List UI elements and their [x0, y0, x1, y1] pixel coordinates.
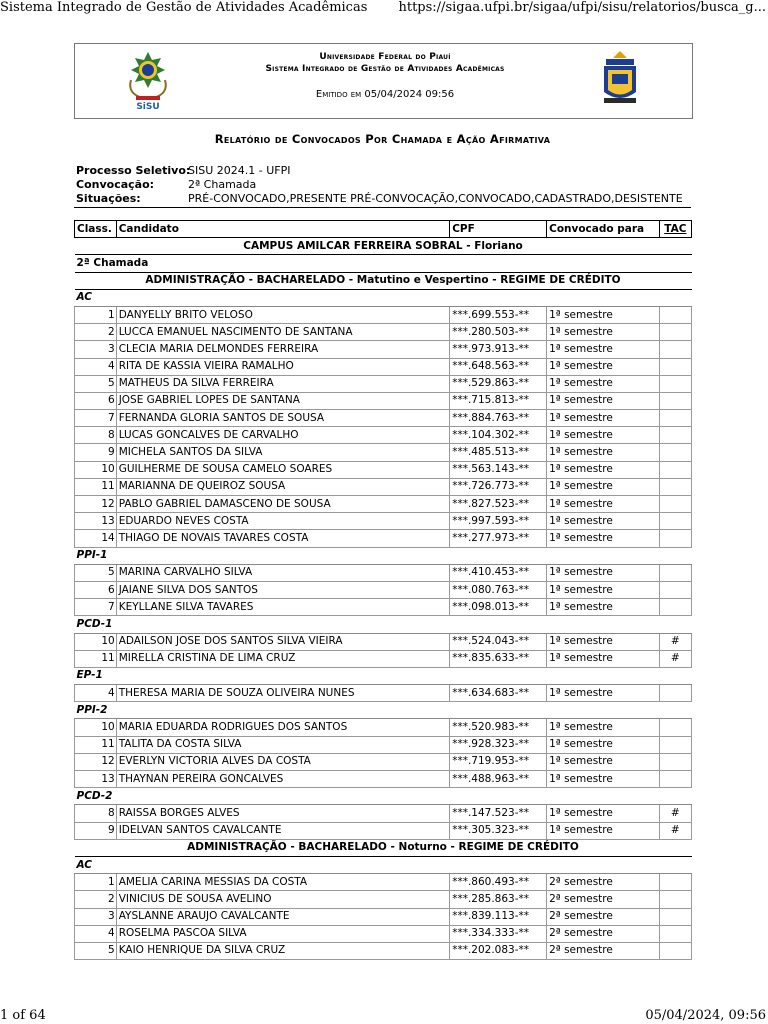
cell-tac: [659, 392, 691, 409]
table-row: [75, 358, 692, 375]
cell-cpf: ***.277.973-**: [450, 530, 547, 547]
cell-class: 7: [75, 599, 117, 616]
cell-class: 11: [75, 736, 117, 753]
cell-class: 13: [75, 771, 117, 788]
cell-tac: [659, 942, 691, 959]
cell-tac: [659, 564, 691, 581]
cell-cpf: ***.997.593-**: [450, 513, 547, 530]
group-name: AC: [75, 856, 692, 873]
cell-cpf: ***.928.323-**: [450, 736, 547, 753]
cell-candidate: DANYELLY BRITO VELOSO: [116, 306, 450, 323]
table-row: [75, 341, 692, 358]
cell-tac: #: [659, 650, 691, 667]
cell-cpf: ***.634.683-**: [450, 685, 547, 702]
cell-convocado: 1ª semestre: [547, 530, 660, 547]
cell-tac: [659, 891, 691, 908]
cell-convocado: 2ª semestre: [547, 925, 660, 942]
page-counter: 1 of 64: [0, 1008, 46, 1023]
cell-cpf: ***.202.083-**: [450, 942, 547, 959]
cell-cpf: ***.648.563-**: [450, 358, 547, 375]
cell-tac: [659, 874, 691, 891]
processo-label: Processo Seletivo:: [76, 164, 191, 177]
cell-tac: [659, 908, 691, 925]
cell-tac: [659, 513, 691, 530]
cell-tac: #: [659, 633, 691, 650]
cell-candidate: RITA DE KASSIA VIEIRA RAMALHO: [116, 358, 450, 375]
cell-cpf: ***.104.302-**: [450, 427, 547, 444]
table-row: [75, 324, 692, 341]
course-row: [75, 272, 692, 289]
report-title: Relatório de Convocados Por Chamada e Ação Afirmativa: [214, 132, 551, 146]
cell-candidate: EVERLYN VICTORIA ALVES DA COSTA: [116, 753, 450, 770]
print-datetime: 05/04/2024, 09:56: [645, 1008, 766, 1023]
chamada-label: 2ª Chamada: [75, 255, 692, 272]
cell-tac: [659, 478, 691, 495]
cell-candidate: VINICIUS DE SOUSA AVELINO: [116, 891, 450, 908]
emitted-value: 05/04/2024 09:56: [364, 89, 455, 100]
convocacao-value: 2ª Chamada: [188, 178, 257, 191]
cell-class: 14: [75, 530, 117, 547]
cell-candidate: THAYNAN PEREIRA GONCALVES: [116, 771, 450, 788]
cell-candidate: GUILHERME DE SOUSA CAMELO SOARES: [116, 461, 450, 478]
campus-row: [75, 238, 692, 255]
cell-candidate: AYSLANNE ARAUJO CAVALCANTE: [116, 908, 450, 925]
cell-convocado: 2ª semestre: [547, 942, 660, 959]
table-row: [75, 925, 692, 942]
table-row: [75, 427, 692, 444]
cell-cpf: ***.563.143-**: [450, 461, 547, 478]
cell-convocado: 1ª semestre: [547, 581, 660, 598]
cell-convocado: 2ª semestre: [547, 891, 660, 908]
meta-divider: [74, 207, 691, 208]
group-name: PPI-1: [75, 547, 692, 564]
group-name: PCD-1: [75, 616, 692, 633]
group-name: AC: [75, 289, 692, 306]
cell-candidate: KAIO HENRIQUE DA SILVA CRUZ: [116, 942, 450, 959]
cell-class: 3: [75, 908, 117, 925]
header-candidate: Candidato: [116, 221, 450, 238]
cell-tac: [659, 736, 691, 753]
table-row: [75, 513, 692, 530]
cell-convocado: 1ª semestre: [547, 719, 660, 736]
group-name: PPI-2: [75, 702, 692, 719]
report-header-box: [74, 43, 693, 119]
table-row: [75, 496, 692, 513]
course-name: ADMINISTRAÇÃO - BACHARELADO - Noturno - REGIME DE CRÉDITO: [75, 839, 692, 856]
cell-tac: [659, 375, 691, 392]
cell-cpf: ***.726.773-**: [450, 478, 547, 495]
cell-class: 8: [75, 427, 117, 444]
cell-cpf: ***.860.493-**: [450, 874, 547, 891]
group-row: [75, 702, 692, 719]
header-class: Class.: [75, 221, 117, 238]
table-header-row: [75, 221, 692, 238]
cell-class: 13: [75, 513, 117, 530]
cell-convocado: 1ª semestre: [547, 478, 660, 495]
cell-tac: [659, 496, 691, 513]
table-row: [75, 805, 692, 822]
group-row: [75, 667, 692, 684]
cell-class: 12: [75, 753, 117, 770]
cell-cpf: ***.147.523-**: [450, 805, 547, 822]
cell-class: 9: [75, 822, 117, 839]
header-tac: TAC: [659, 221, 691, 238]
cell-class: 4: [75, 685, 117, 702]
cell-class: 6: [75, 581, 117, 598]
cell-cpf: ***.305.323-**: [450, 822, 547, 839]
table-row: [75, 461, 692, 478]
cell-candidate: RAISSA BORGES ALVES: [116, 805, 450, 822]
cell-class: 1: [75, 874, 117, 891]
cell-candidate: TALITA DA COSTA SILVA: [116, 736, 450, 753]
cell-cpf: ***.529.863-**: [450, 375, 547, 392]
sisu-logo-icon: [123, 50, 173, 110]
table-row: [75, 736, 692, 753]
cell-candidate: THIAGO DE NOVAIS TAVARES COSTA: [116, 530, 450, 547]
cell-convocado: 1ª semestre: [547, 341, 660, 358]
cell-candidate: MATHEUS DA SILVA FERREIRA: [116, 375, 450, 392]
group-row: [75, 547, 692, 564]
cell-candidate: LUCCA EMANUEL NASCIMENTO DE SANTANA: [116, 324, 450, 341]
cell-candidate: PABLO GABRIEL DAMASCENO DE SOUSA: [116, 496, 450, 513]
cell-tac: #: [659, 805, 691, 822]
cell-cpf: ***.080.763-**: [450, 581, 547, 598]
table-row: [75, 392, 692, 409]
cell-cpf: ***.827.523-**: [450, 496, 547, 513]
cell-tac: [659, 358, 691, 375]
cell-class: 4: [75, 925, 117, 942]
group-row: [75, 289, 692, 306]
cell-tac: [659, 530, 691, 547]
table-row: [75, 633, 692, 650]
table-row: [75, 478, 692, 495]
cell-tac: [659, 461, 691, 478]
table-row: [75, 530, 692, 547]
course-name: ADMINISTRAÇÃO - BACHARELADO - Matutino e Vespertino - REGIME DE CRÉDITO: [75, 272, 692, 289]
cell-convocado: 1ª semestre: [547, 461, 660, 478]
university-name: Universidade Federal do Piauí: [319, 52, 451, 62]
course-row: [75, 839, 692, 856]
table-row: [75, 650, 692, 667]
cell-cpf: ***.973.913-**: [450, 341, 547, 358]
cell-cpf: ***.485.513-**: [450, 444, 547, 461]
svg-text:SiSU: SiSU: [136, 102, 160, 110]
cell-class: 11: [75, 478, 117, 495]
cell-convocado: 1ª semestre: [547, 324, 660, 341]
cell-class: 3: [75, 341, 117, 358]
table-row: [75, 581, 692, 598]
cell-class: 7: [75, 410, 117, 427]
cell-tac: [659, 599, 691, 616]
cell-candidate: LUCAS GONCALVES DE CARVALHO: [116, 427, 450, 444]
cell-class: 5: [75, 942, 117, 959]
table-row: [75, 719, 692, 736]
cell-candidate: IDELVAN SANTOS CAVALCANTE: [116, 822, 450, 839]
cell-tac: [659, 324, 691, 341]
table-row: [75, 564, 692, 581]
cell-convocado: 1ª semestre: [547, 650, 660, 667]
cell-candidate: KEYLLANE SILVA TAVARES: [116, 599, 450, 616]
table-row: [75, 874, 692, 891]
cell-convocado: 1ª semestre: [547, 771, 660, 788]
cell-candidate: ADAILSON JOSE DOS SANTOS SILVA VIEIRA: [116, 633, 450, 650]
cell-candidate: AMELIA CARINA MESSIAS DA COSTA: [116, 874, 450, 891]
cell-tac: [659, 581, 691, 598]
cell-convocado: 1ª semestre: [547, 685, 660, 702]
cell-candidate: MARIANNA DE QUEIROZ SOUSA: [116, 478, 450, 495]
cell-class: 8: [75, 805, 117, 822]
cell-class: 2: [75, 324, 117, 341]
header-convocado: Convocado para: [547, 221, 660, 238]
group-row: [75, 788, 692, 805]
cell-class: 5: [75, 375, 117, 392]
cell-class: 5: [75, 564, 117, 581]
cell-convocado: 1ª semestre: [547, 375, 660, 392]
cell-convocado: 1ª semestre: [547, 392, 660, 409]
convocacao-label: Convocação:: [76, 178, 155, 191]
cell-candidate: THERESA MARIA DE SOUZA OLIVEIRA NUNES: [116, 685, 450, 702]
cell-cpf: ***.839.113-**: [450, 908, 547, 925]
cell-convocado: 1ª semestre: [547, 822, 660, 839]
print-page-title: Sistema Integrado de Gestão de Atividades Acadêmicas: [0, 0, 368, 15]
cell-class: 10: [75, 461, 117, 478]
cell-convocado: 1ª semestre: [547, 444, 660, 461]
header-cpf: CPF: [450, 221, 547, 238]
table-row: [75, 306, 692, 323]
cell-convocado: 1ª semestre: [547, 805, 660, 822]
cell-class: 10: [75, 719, 117, 736]
cell-convocado: 2ª semestre: [547, 874, 660, 891]
cell-cpf: ***.285.863-**: [450, 891, 547, 908]
cell-cpf: ***.719.953-**: [450, 753, 547, 770]
cell-cpf: ***.334.333-**: [450, 925, 547, 942]
cell-class: 10: [75, 633, 117, 650]
group-name: EP-1: [75, 667, 692, 684]
processo-value: SISU 2024.1 - UFPI: [188, 164, 291, 177]
system-name: Sistema Integrado de Gestão de Atividades Acadêmicas: [265, 64, 505, 74]
cell-tac: #: [659, 822, 691, 839]
cell-class: 11: [75, 650, 117, 667]
cell-convocado: 1ª semestre: [547, 564, 660, 581]
cell-convocado: 1ª semestre: [547, 633, 660, 650]
emitted-line: [195, 89, 575, 100]
cell-convocado: 1ª semestre: [547, 306, 660, 323]
ufpi-crest-icon: [600, 50, 640, 106]
cell-class: 6: [75, 392, 117, 409]
cell-class: 1: [75, 306, 117, 323]
cell-candidate: ROSELMA PASCOA SILVA: [116, 925, 450, 942]
cell-candidate: MARIA EDUARDA RODRIGUES DOS SANTOS: [116, 719, 450, 736]
chamada-row: [75, 255, 692, 272]
cell-cpf: ***.098.013-**: [450, 599, 547, 616]
table-row: [75, 771, 692, 788]
cell-candidate: FERNANDA GLORIA SANTOS DE SOUSA: [116, 410, 450, 427]
cell-convocado: 1ª semestre: [547, 410, 660, 427]
cell-tac: [659, 444, 691, 461]
cell-candidate: MIRELLA CRISTINA DE LIMA CRUZ: [116, 650, 450, 667]
cell-cpf: ***.524.043-**: [450, 633, 547, 650]
cell-class: 4: [75, 358, 117, 375]
cell-class: 9: [75, 444, 117, 461]
cell-convocado: 1ª semestre: [547, 736, 660, 753]
cell-cpf: ***.884.763-**: [450, 410, 547, 427]
cell-cpf: ***.835.633-**: [450, 650, 547, 667]
cell-convocado: 1ª semestre: [547, 427, 660, 444]
campus-name: CAMPUS AMILCAR FERREIRA SOBRAL - Floriano: [75, 238, 692, 255]
cell-cpf: ***.715.813-**: [450, 392, 547, 409]
cell-cpf: ***.410.453-**: [450, 564, 547, 581]
cell-tac: [659, 925, 691, 942]
cell-tac: [659, 427, 691, 444]
cell-convocado: 1ª semestre: [547, 753, 660, 770]
cell-class: 2: [75, 891, 117, 908]
table-row: [75, 599, 692, 616]
group-row: [75, 856, 692, 873]
table-row: [75, 942, 692, 959]
cell-class: 12: [75, 496, 117, 513]
table-row: [75, 375, 692, 392]
emitted-label: Emitido em: [315, 89, 362, 100]
cell-tac: [659, 341, 691, 358]
convocados-table: [74, 220, 692, 960]
table-row: [75, 822, 692, 839]
cell-tac: [659, 771, 691, 788]
cell-candidate: CLECIA MARIA DELMONDES FERREIRA: [116, 341, 450, 358]
cell-cpf: ***.520.983-**: [450, 719, 547, 736]
cell-cpf: ***.488.963-**: [450, 771, 547, 788]
table-row: [75, 444, 692, 461]
table-row: [75, 410, 692, 427]
cell-convocado: 1ª semestre: [547, 358, 660, 375]
cell-convocado: 1ª semestre: [547, 496, 660, 513]
cell-convocado: 2ª semestre: [547, 908, 660, 925]
cell-tac: [659, 753, 691, 770]
cell-candidate: JAIANE SILVA DOS SANTOS: [116, 581, 450, 598]
cell-candidate: MARINA CARVALHO SILVA: [116, 564, 450, 581]
print-header: [0, 0, 768, 18]
table-row: [75, 891, 692, 908]
cell-convocado: 1ª semestre: [547, 513, 660, 530]
cell-cpf: ***.699.553-**: [450, 306, 547, 323]
cell-candidate: MICHELA SANTOS DA SILVA: [116, 444, 450, 461]
table-row: [75, 753, 692, 770]
cell-tac: [659, 410, 691, 427]
table-row: [75, 908, 692, 925]
cell-candidate: JOSE GABRIEL LOPES DE SANTANA: [116, 392, 450, 409]
cell-tac: [659, 306, 691, 323]
cell-candidate: EDUARDO NEVES COSTA: [116, 513, 450, 530]
table-row: [75, 685, 692, 702]
group-name: PCD-2: [75, 788, 692, 805]
cell-convocado: 1ª semestre: [547, 599, 660, 616]
cell-tac: [659, 719, 691, 736]
cell-cpf: ***.280.503-**: [450, 324, 547, 341]
situacoes-label: Situações:: [76, 192, 141, 205]
report-meta: [76, 164, 696, 206]
print-footer: [0, 1008, 768, 1024]
cell-tac: [659, 685, 691, 702]
group-row: [75, 616, 692, 633]
print-url[interactable]: https://sigaa.ufpi.br/sigaa/ufpi/sisu/relatorios/busca_g...: [398, 0, 766, 15]
situacoes-value: PRÉ-CONVOCADO,PRESENTE PRÉ-CONVOCAÇÃO,CONVOCADO,CADASTRADO,DESISTENTE: [188, 192, 683, 205]
